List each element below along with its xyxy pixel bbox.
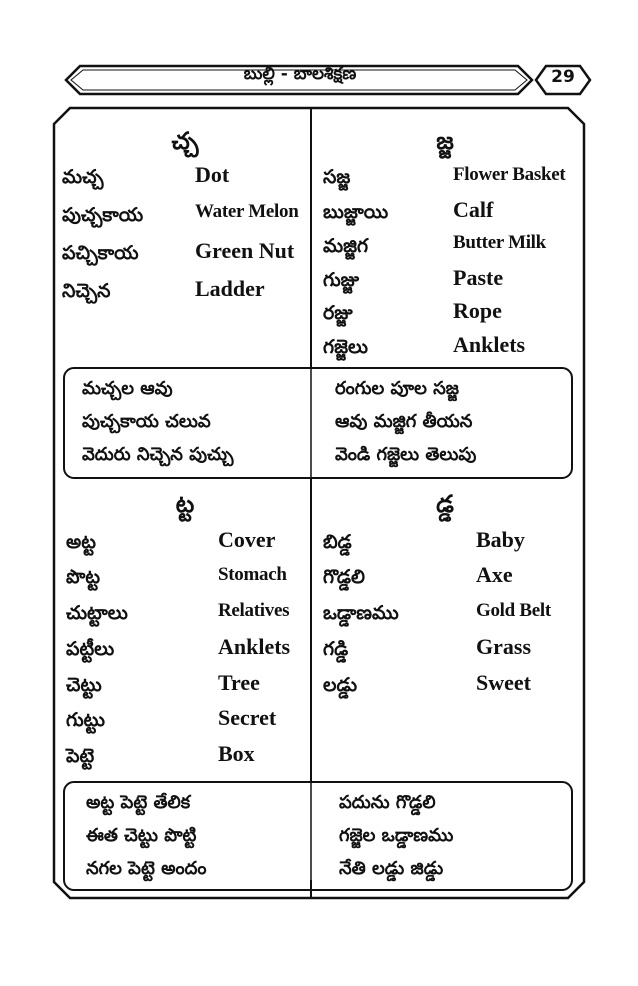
phrase-line: గజ్జెల ఒడ్డాణము xyxy=(339,825,454,846)
word-english: Anklets xyxy=(453,332,526,357)
phrase-line: రంగుల పూల సజ్జ xyxy=(335,378,459,399)
word-english: Gold Belt xyxy=(476,600,551,621)
phrase-line: పుచ్చకాయ చలువ xyxy=(82,411,211,432)
word-telugu: బిడ్డ xyxy=(323,531,352,553)
word-english: Relatives xyxy=(218,600,290,621)
word-telugu: పట్టీలు xyxy=(66,638,115,660)
section-letter-tta: ట్ట xyxy=(175,490,195,518)
word-english: Baby xyxy=(476,527,525,552)
word-telugu: చెట్టు xyxy=(66,674,102,696)
word-telugu: చుట్టాలు xyxy=(66,602,128,624)
word-english: Tree xyxy=(218,670,260,695)
word-english: Dot xyxy=(195,162,230,187)
word-english: Paste xyxy=(453,265,504,290)
phrase-line: వెండి గజ్జెలు తెలుపు xyxy=(335,444,477,465)
word-telugu: నిచ్చెన xyxy=(62,280,111,302)
word-telugu: గొడ్డలి xyxy=(323,566,365,588)
word-english: Box xyxy=(218,741,255,766)
section-letter-chcha: చ్చ xyxy=(171,127,199,155)
phrase-line: నేతి లడ్డు జిడ్డు xyxy=(339,858,444,879)
word-telugu: సజ్జ xyxy=(323,166,351,188)
word-telugu: మజ్జిగ xyxy=(323,235,369,257)
word-telugu: రజ్జు xyxy=(323,302,353,324)
phrase-line: పదును గొడ్డలి xyxy=(339,792,436,813)
word-telugu: పచ్చికాయ xyxy=(62,242,139,264)
word-telugu: పెట్టె xyxy=(66,745,95,767)
word-english: Water Melon xyxy=(195,201,299,222)
word-telugu: పొట్ట xyxy=(66,566,101,588)
word-english: Stomach xyxy=(218,564,287,585)
word-english: Calf xyxy=(453,197,494,222)
word-telugu: గడ్డి xyxy=(323,638,349,660)
word-telugu: బుజ్జాయి xyxy=(323,201,389,223)
phrase-line: మచ్చల ఆవు xyxy=(82,378,173,399)
word-telugu: పుచ్చకాయ xyxy=(62,204,144,226)
word-english: Flower Basket xyxy=(453,164,566,185)
phrase-line: నగల పెట్టె అందం xyxy=(86,858,207,879)
section-letter-dda: డ్డ xyxy=(436,490,454,518)
word-english: Green Nut xyxy=(195,238,295,263)
word-english: Sweet xyxy=(476,670,531,695)
phrase-line: ఆవు మజ్జిగ తీయన xyxy=(335,411,473,432)
word-english: Rope xyxy=(453,298,502,323)
word-telugu: గుజ్జు xyxy=(323,269,360,291)
word-english: Cover xyxy=(218,527,276,552)
word-telugu: గజ్జెలు xyxy=(323,336,369,358)
word-english: Anklets xyxy=(218,634,291,659)
word-english: Grass xyxy=(476,634,531,659)
page-title: బుల్లి - బాలశిక్షణ xyxy=(243,64,357,84)
word-telugu: మచ్చ xyxy=(62,166,104,188)
section-letter-jja: జ్జ xyxy=(436,127,454,155)
word-english: Secret xyxy=(218,705,277,730)
phrase-line: ఈత చెట్టు పొట్టి xyxy=(86,825,197,846)
word-english: Axe xyxy=(476,562,513,587)
word-telugu: ఒడ్డాణము xyxy=(323,602,399,624)
word-telugu: అట్ట xyxy=(66,531,96,553)
page-number: 29 xyxy=(551,67,575,87)
word-english: Butter Milk xyxy=(453,232,546,253)
phrase-line: వెదురు నిచ్చెన పుచ్చు xyxy=(82,444,234,465)
word-telugu: గుట్టు xyxy=(66,709,105,731)
word-english: Ladder xyxy=(195,276,265,301)
word-telugu: లడ్డు xyxy=(323,674,358,696)
phrase-line: అట్ట పెట్టె తేలిక xyxy=(86,792,191,813)
